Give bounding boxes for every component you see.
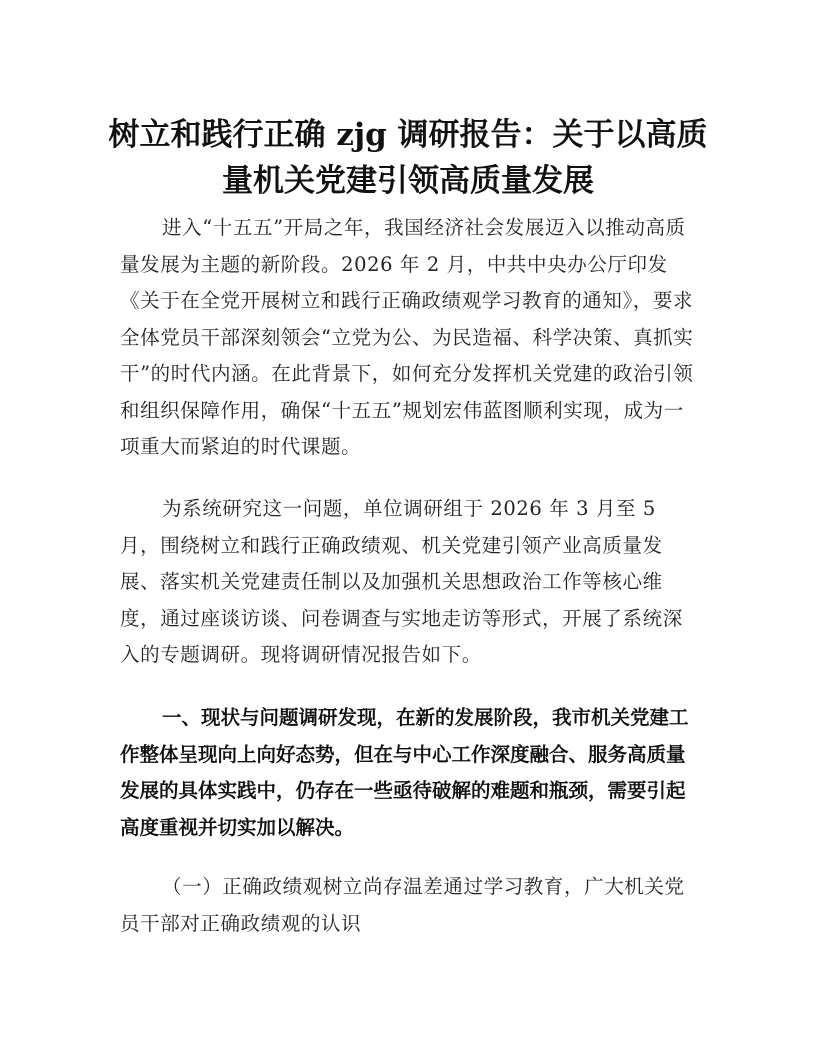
research-method-paragraph: 为系统研究这一问题，单位调研组于 2026 年 3 月至 5 月，围绕树立和践行正确政绩观、机关党建引领产业高质量发展、落实机关党建责任制以及加强机关思想政治工作等核心维度，通过座谈访谈、问卷调查与实地走访等形式，开展了系统深入的专题调研。现将调研情况报告如下。 — [120, 497, 683, 666]
title-line-1: 树立和践行正确 zjg 调研报告：关于以高质 — [108, 117, 708, 153]
section-heading-1: 一、现状与问题调研发现，在新的发展阶段，我市机关党建工作整体呈现向上向好态势，但在与中心工作深度融合、服务高质量发展的具体实践中，仍存在一些亟待破解的难题和瓶颈，需要引起高度重视并切实加以解决。 — [120, 706, 689, 839]
intro-paragraph: 进入“十五五”开局之年，我国经济社会发展迈入以推动高质量发展为主题的新阶段。2026 年 2 月，中共中央办公厅印发《关于在全党开展树立和践行正确政绩观学习教育的通知》，要求全体党员干部深刻领会“立党为公、为民造福、科学决策、真抓实干”的时代内涵。在此背景下，如何充分发挥机关党建的政治引领和组织保障作用，确保“十五五”规划宏伟蓝图顺利实现，成为一项重大而紧迫的时代课题。 — [120, 216, 694, 458]
document-title — [100, 112, 716, 204]
subsection-paragraph-1: （一）正确政绩观树立尚存温差通过学习教育，广大机关党员干部对正确政绩观的认识 — [120, 875, 685, 935]
title-line-2: 量机关党建引领高质量发展 — [222, 163, 594, 199]
